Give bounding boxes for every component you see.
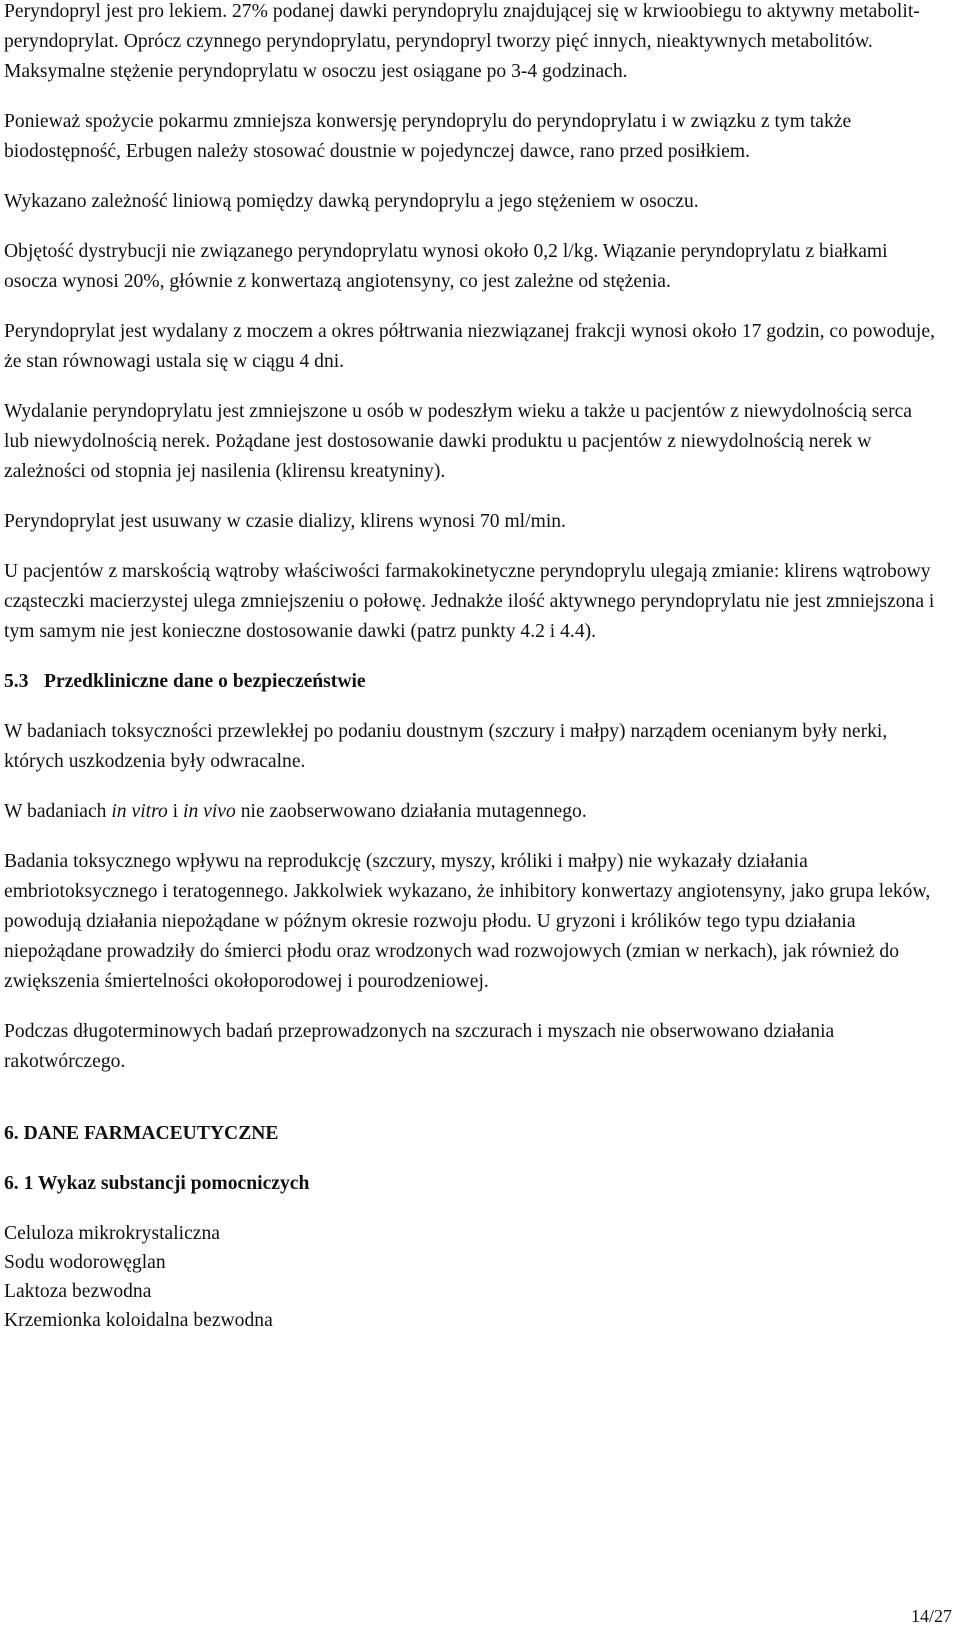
paragraph-reproduction: Badania toksycznego wpływu na reprodukcję (szczury, myszy, króliki i małpy) nie wykazały działania embriotoksycznego i teratogennego. Jakkolwiek wykazano, że inhibitory konwertazy angiotensyny, jako grupa leków, powodują działania niepożądane w późnym okresie rozwoju płodu. U gryzoni i królików tego typu działania niepożądane prowadziły do śmierci płodu oraz wrodzonych wad rozwojowych (zmian w nerkach), jak również do zwiększenia śmiertelności okołoporodowej i pourodzeniowej.	[4, 851, 931, 992]
section-number: 5.3	[4, 671, 29, 692]
paragraph-mutagenicity	[4, 797, 939, 827]
list-item: Celuloza mikrokrystaliczna	[4, 1223, 221, 1244]
list-item: Sodu wodorowęglan	[4, 1252, 166, 1273]
text-fragment: nie zaobserwowano działania mutagennego.	[235, 801, 587, 822]
paragraph-linearity: Wykazano zależność liniową pomiędzy dawką peryndoprylu a jego stężeniem w osoczu.	[4, 191, 699, 212]
paragraph-reduced-elimination: Wydalanie peryndoprylatu jest zmniejszone u osób w podeszłym wieku a także u pacjentów z niewydolnością serca lub niewydolnością nerek. Pożądane jest dostosowanie dawki produktu u pacjentów z niewydolnością nerek w zależności od stopnia jej nasilenia (klirensu kreatyniny).	[4, 401, 912, 482]
italic-in-vitro: in vitro	[111, 801, 168, 822]
list-item: Krzemionka koloidalna bezwodna	[4, 1310, 273, 1331]
document-page	[4, 0, 939, 1335]
text-fragment: i	[167, 801, 184, 822]
list-item: Laktoza bezwodna	[4, 1281, 152, 1302]
paragraph-elimination: Peryndoprylat jest wydalany z moczem a okres półtrwania niezwiązanej frakcji wynosi około 17 godzin, co powoduje, że stan równowagi ustala się w ciągu 4 dni.	[4, 321, 935, 372]
section-title: Przedkliniczne dane o bezpieczeństwie	[44, 671, 366, 692]
paragraph-carcinogenicity: Podczas długoterminowych badań przeprowadzonych na szczurach i myszach nie obserwowano działania rakotwórczego.	[4, 1021, 835, 1072]
paragraph-prodrug: Peryndopryl jest pro lekiem. 27% podanej dawki peryndoprylu znajdującej się w krwioobiegu to aktywny metabolit-peryndoprylat. Oprócz czynnego peryndoprylatu, peryndopryl tworzy pięć innych, nieaktywnych metabolitów. Maksymalne stężenie peryndoprylatu w osoczu jest osiągane po 3-4 godzinach.	[4, 1, 920, 82]
section-heading-6: 6. DANE FARMACEUTYCZNE	[4, 1123, 279, 1144]
page-number: 14/27	[910, 1606, 952, 1626]
excipient-list	[4, 1219, 939, 1335]
paragraph-cirrhosis: U pacjentów z marskością wątroby właściwości farmakokinetyczne peryndoprylu ulegają zmianie: klirens wątrobowy cząsteczki macierzystej ulega zmniejszeniu o połowę. Jednakże ilość aktywnego peryndoprylatu nie jest zmniejszona i tym samym nie jest konieczne dostosowanie dawki (patrz punkty 4.2 i 4.4).	[4, 561, 935, 642]
italic-in-vivo: in vivo	[183, 801, 236, 822]
text-fragment: W badaniach	[4, 801, 112, 822]
paragraph-distribution: Objętość dystrybucji nie związanego peryndoprylatu wynosi około 0,2 l/kg. Wiązanie peryndoprylatu z białkami osocza wynosi 20%, głównie z konwertazą angiotensyny, co jest zależne od stężenia.	[4, 241, 888, 292]
section-heading-5-3	[4, 667, 939, 697]
section-heading-6-1: 6. 1 Wykaz substancji pomocniczych	[4, 1173, 310, 1194]
paragraph-food-intake: Ponieważ spożycie pokarmu zmniejsza konwersję peryndoprylu do peryndoprylatu i w związku z tym także biodostępność, Erbugen należy stosować doustnie w pojedynczej dawce, rano przed posiłkiem.	[4, 111, 852, 162]
paragraph-dialysis: Peryndoprylat jest usuwany w czasie dializy, klirens wynosi 70 ml/min.	[4, 511, 566, 532]
paragraph-chronic-toxicity: W badaniach toksyczności przewlekłej po podaniu doustnym (szczury i małpy) narządem ocenianym były nerki, których uszkodzenia były odwracalne.	[4, 721, 888, 772]
